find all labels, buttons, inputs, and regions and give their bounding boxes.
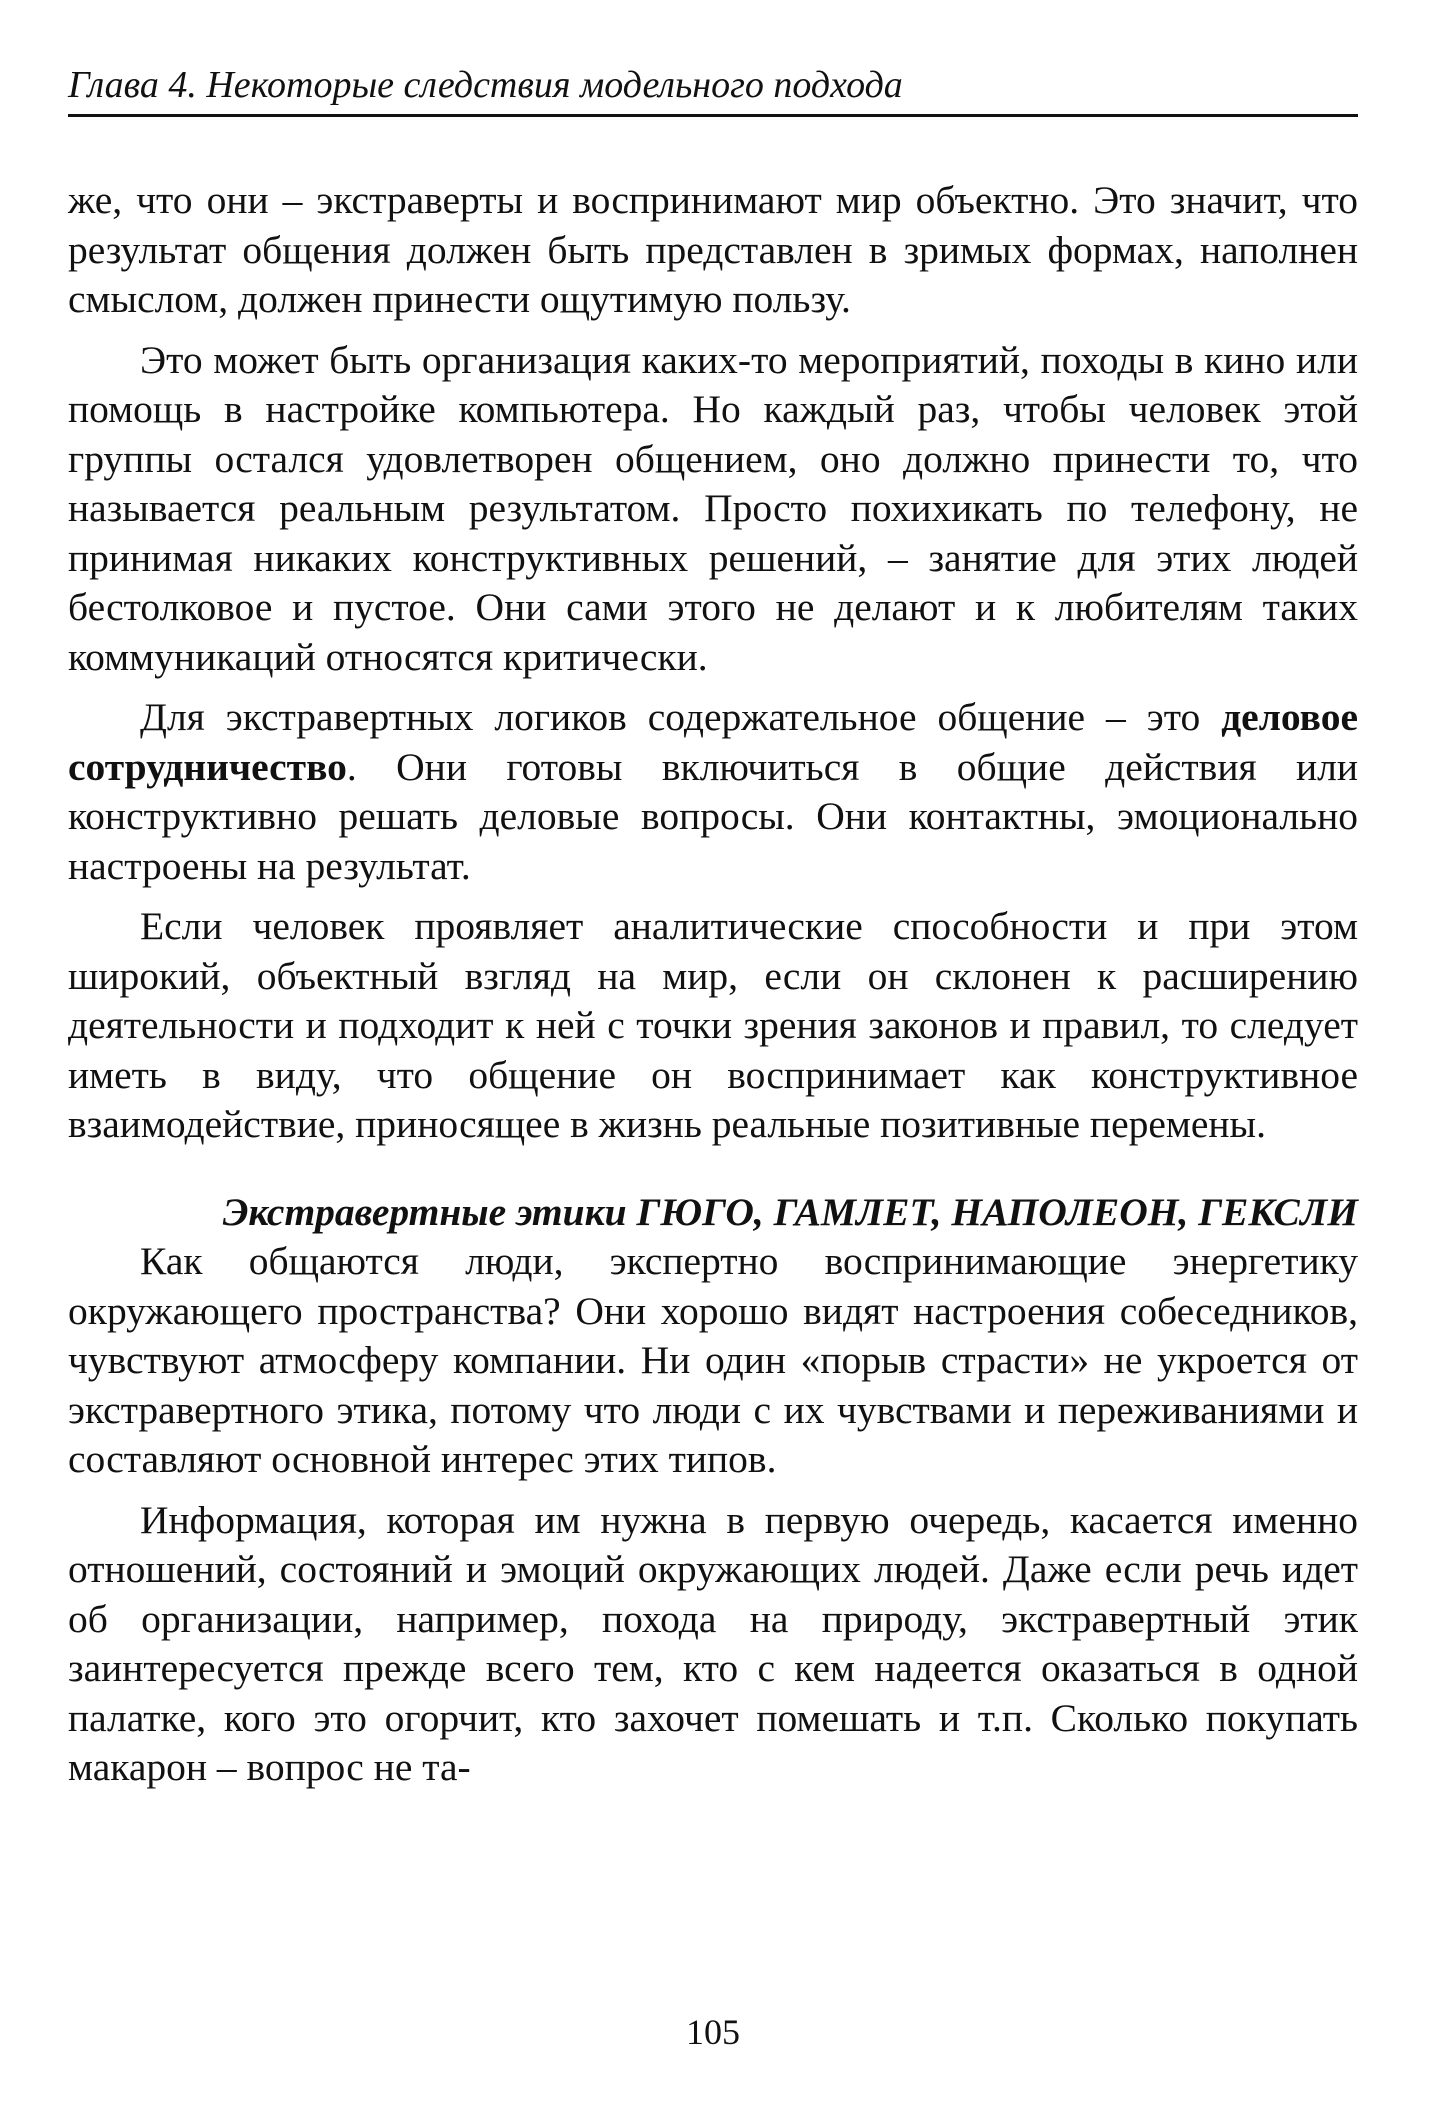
emphasized-term: деловое сотрудничество — [68, 695, 1358, 789]
page-number: 105 — [686, 2012, 740, 2052]
paragraph-3-lead: Для экстравертных логиков содержательное общение – это — [140, 695, 1222, 739]
paragraph-6: Информация, которая им нужна в первую очередь, касается именно отношений, состояний и эмоций окружающих людей. Даже если речь идет об организации, например, похода на природу, экстравертный этик заинтересуется прежде всего тем, кто с кем надеется оказаться в одной палатке, кого это огорчит, кто захочет помешать и т.п. Сколько покупать макарон – вопрос не та- — [68, 1497, 1358, 1789]
paragraph-2: Это может быть организация каких-то мероприятий, походы в кино или помощь в настройке компьютера. Но каждый раз, чтобы человек этой группы остался удовлетворен общением, оно должно принести то, что называется реальным результатом. Просто похихикать по телефону, не принимая никаких конструктивных решений, – занятие для этих людей бестолковое и пустое. Они сами этого не делают и к любителям таких коммуникаций относятся критически. — [68, 337, 1358, 679]
paragraph-3 — [68, 693, 1358, 891]
paragraph-5: Как общаются люди, экспертно воспринимающие энергетику окружающего пространства? Они хорошо видят настроения собеседников, чувствуют атмосферу компании. Ни один «порыв страсти» не укроется от экстравертного этика, потому что люди с их чувствами и переживаниями и составляют основной интерес этих типов. — [68, 1239, 1358, 1481]
paragraph-1: же, что они – экстраверты и воспринимают мир объектно. Это значит, что результат общения должен быть представлен в зримых формах, наполнен смыслом, должен принести ощутимую пользу. — [68, 178, 1358, 321]
book-page — [68, 0, 1358, 2109]
header-rule — [68, 114, 1358, 117]
paragraph-3-rest: . Они готовы включиться в общие действия или конструктивно решать деловые вопросы. Они контактны, эмоционально настроены на результат. — [68, 744, 1358, 888]
body-text — [68, 176, 1358, 1804]
paragraph-4: Если человек проявляет аналитические способности и при этом широкий, объектный взгляд на мир, если он склонен к расширению деятельности и подходит к ней с точки зрения законов и правил, то следует иметь в виду, что общение он воспринимает как конструктивное взаимодействие, приносящее в жизнь реальные позитивные перемены. — [68, 904, 1358, 1146]
section-heading: Экстравертные этики ГЮГО, ГАМЛЕТ, НАПОЛЕОН, ГЕКСЛИ — [222, 1189, 1358, 1234]
running-header: Глава 4. Некоторые следствия модельного подхода — [68, 64, 903, 106]
